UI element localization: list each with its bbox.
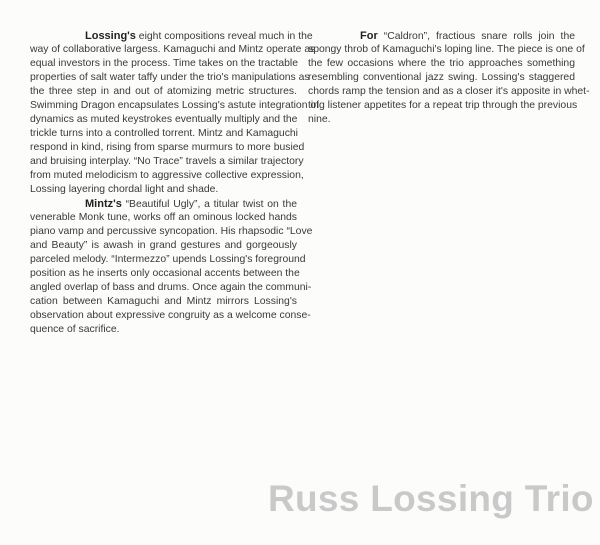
text-line [30, 323, 297, 337]
text-line [308, 99, 578, 113]
paragraph-lead: For [360, 30, 378, 42]
line-text: chords ramp the tension and as a closer it's apposite in whet- [308, 86, 590, 97]
text-line [308, 57, 575, 71]
text-line [30, 183, 297, 197]
line-text: and Beauty” is awash in grand gestures and gorgeously [30, 240, 297, 251]
line-text: quence of sacrifice. [30, 324, 120, 335]
line-text: the three step in and out of atomizing metric structures. [30, 86, 297, 97]
line-text: cation between Kamaguchi and Mintz mirrors Lossing's [30, 296, 297, 307]
text-line [30, 253, 306, 267]
line-text: angled overlap of bass and drums. Once again the communi- [30, 282, 312, 293]
line-text: eight compositions reveal much in the [138, 31, 313, 42]
text-line [30, 71, 310, 85]
line-text: spongy throb of Kamaguchi's loping line. The piece is one of [308, 44, 585, 55]
line-text: the few occasions where the trio approaches something [308, 58, 575, 69]
text-line [30, 155, 304, 169]
text-line [308, 43, 585, 57]
line-text: dynamics as muted keystrokes eventually multiply and the [30, 114, 298, 125]
line-text: nine. [308, 114, 331, 125]
text-line [308, 71, 575, 85]
text-line [30, 267, 300, 281]
paragraph [30, 197, 313, 337]
line-text: Lossing layering chordal light and shade. [30, 184, 219, 195]
line-text: respond in kind, rising from sparse murmurs to more busied [30, 142, 305, 153]
text-line [30, 239, 297, 253]
line-text: and bruising interplay. “No Trace” travels a similar trajectory [30, 156, 304, 167]
line-text: position as he inserts only occasional accents between the [30, 268, 300, 279]
line-text: venerable Monk tune, works off an ominous locked hands [30, 212, 297, 223]
text-line [30, 29, 313, 43]
text-line [30, 141, 305, 155]
text-line [30, 309, 311, 323]
text-line [30, 113, 297, 127]
line-text: observation about expressive congruity as a welcome conse- [30, 310, 311, 321]
line-text: from muted melodicism to aggressive collective expression, [30, 170, 304, 181]
text-line [30, 225, 313, 239]
paragraph-lead: Lossing's [85, 30, 136, 42]
paragraph [308, 29, 590, 127]
text-line [30, 99, 320, 113]
line-text: piano vamp and percussive syncopation. His rhapsodic “Love [30, 226, 313, 237]
text-line [308, 113, 575, 127]
text-line [30, 169, 304, 183]
text-line [30, 127, 297, 141]
text-line [308, 85, 590, 99]
text-line [30, 197, 297, 211]
line-text: way of collaborative largess. Kamaguchi and Mintz operate as [30, 44, 316, 55]
line-text: “Beautiful Ugly”, a titular twist on the [125, 199, 298, 210]
album-title: Russ Lossing Trio [268, 478, 594, 519]
line-text: Swimming Dragon encapsulates Lossing's astute integration of [30, 100, 320, 111]
text-line [30, 281, 312, 295]
line-text: resembling conventional jazz swing. Lossing's staggered [308, 72, 575, 83]
text-line [308, 29, 575, 43]
text-line [30, 57, 297, 71]
line-text: trickle turns into a controlled torrent. Mintz and Kamaguchi [30, 128, 298, 139]
line-text: properties of salt water taffy under the trio's manipulations as [30, 72, 310, 83]
right-column [308, 29, 590, 127]
line-text: “Caldron”, fractious snare rolls join the [383, 31, 576, 42]
text-line [30, 85, 297, 99]
text-line [30, 211, 297, 225]
text-line [30, 43, 316, 57]
paragraph-lead: Mintz's [85, 198, 122, 210]
line-text: ting listener appetites for a repeat trip through the previous [308, 100, 578, 111]
line-text: parceled melody. “Intermezzo” upends Lossing's foreground [30, 254, 306, 265]
text-line [30, 295, 297, 309]
line-text: equal investors in the process. Time takes on the tractable [30, 58, 298, 69]
